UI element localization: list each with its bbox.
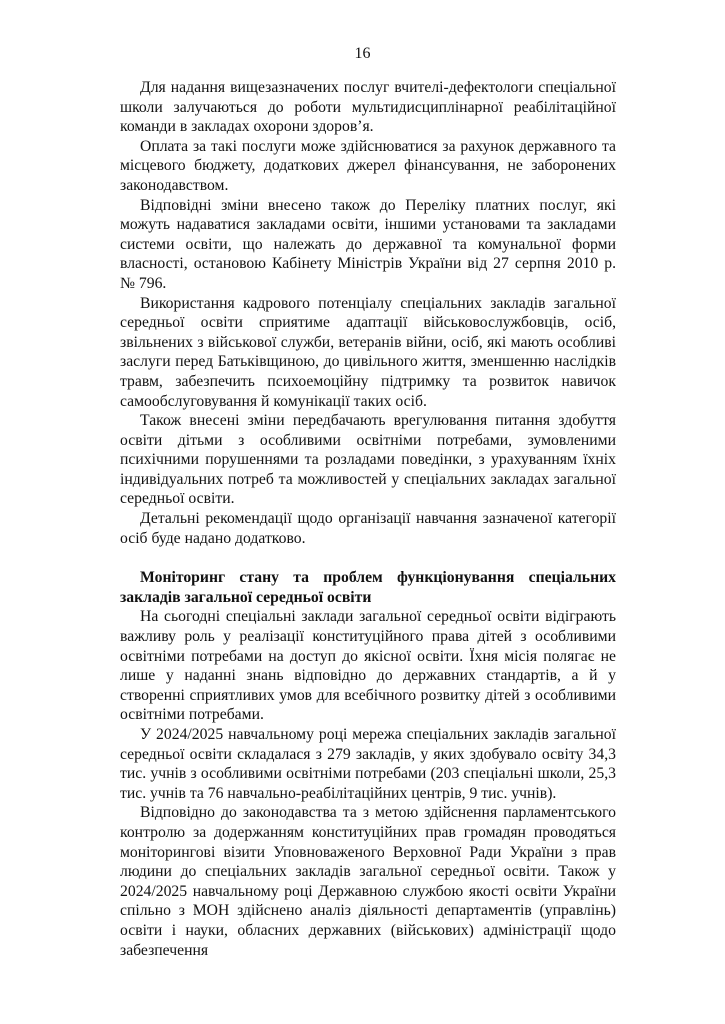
paragraph: На сьогодні спеціальні заклади загальної середньої освіти відіграють важливу роль у реалізації конституційного права дітей з особливими освітніми потребами на доступ до якісної освіти. Їхня місія полягає не лише у наданні знань відповідно до державних стандартів, а й у створенні сприятливих умов для всебічного розвитку дітей з особливими освітніми потребами.	[120, 608, 616, 724]
page-number: 16	[354, 45, 371, 62]
paragraph: Для надання вищезазначених послуг вчителі-дефектологи спеціальної школи залучаються до роботи мультидисциплінарної реабілітаційної команди в закладах охорони здоров’я.	[120, 79, 616, 136]
document-body	[120, 78, 616, 960]
paragraph: Відповідні зміни внесено також до Переліку платних послуг, які можуть надаватися закладами освіти, іншими установами та закладами системи освіти, що належать до державної та комунальної форми власності, остановою Кабінету Міністрів України від 27 серпня 2010 р. № 796.	[120, 196, 616, 292]
paragraph: Детальні рекомендації щодо організації навчання зазначеної категорії осіб буде надано додатково.	[120, 510, 616, 547]
paragraph: Відповідно до законодавства та з метою здійснення парламентського контролю за додержанням конституційних прав громадян проводяться моніторингові візити Уповноваженого Верховної Ради України з прав людини до спеціальних закладів загальної середньої освіти. Також у 2024/2025 навчальному році Державною службою якості освіти України спільно з МОН здійснено аналіз діяльності департаментів (управлінь) освіти і науки, обласних державних (військових) адміністрації щодо забезпечення	[120, 804, 616, 959]
paragraph: У 2024/2025 навчальному році мережа спеціальних закладів загальної середньої освіти складалася з 279 закладів, у яких здобувало освіту 34,3 тис. учнів з особливими освітніми потребами (203 спеціальні школи, 25,3 тис. учнів та 76 навчально-реабілітаційних центрів, 9 тис. учнів).	[120, 726, 616, 802]
section-heading: Моніторинг стану та проблем функціонування спеціальних закладів загальної середньої освіти	[120, 569, 616, 606]
paragraph: Використання кадрового потенціалу спеціальних закладів загальної середньої освіти сприятиме адаптації військовослужбовців, осіб, звільнених з військової служби, ветеранів війни, осіб, які мають особливі заслуги перед Батьківщиною, до цивільного життя, зменшенню наслідків травм, забезпечить психоемоційну підтримку та розвиток навичок самообслуговування й комунікації таких осіб.	[120, 294, 616, 410]
section-spacer	[120, 548, 616, 568]
paragraph: Також внесені зміни передбачають врегулювання питання здобуття освіти дітьми з особливими освітніми потребами, зумовленими психічними порушеннями та розладами поведінки, з урахуванням їхніх індивідуальних потреб та можливостей у спеціальних закладах загальної середньої освіти.	[120, 412, 616, 508]
paragraph: Оплата за такі послуги може здійснюватися за рахунок державного та місцевого бюджету, додаткових джерел фінансування, не заборонених законодавством.	[120, 137, 616, 194]
